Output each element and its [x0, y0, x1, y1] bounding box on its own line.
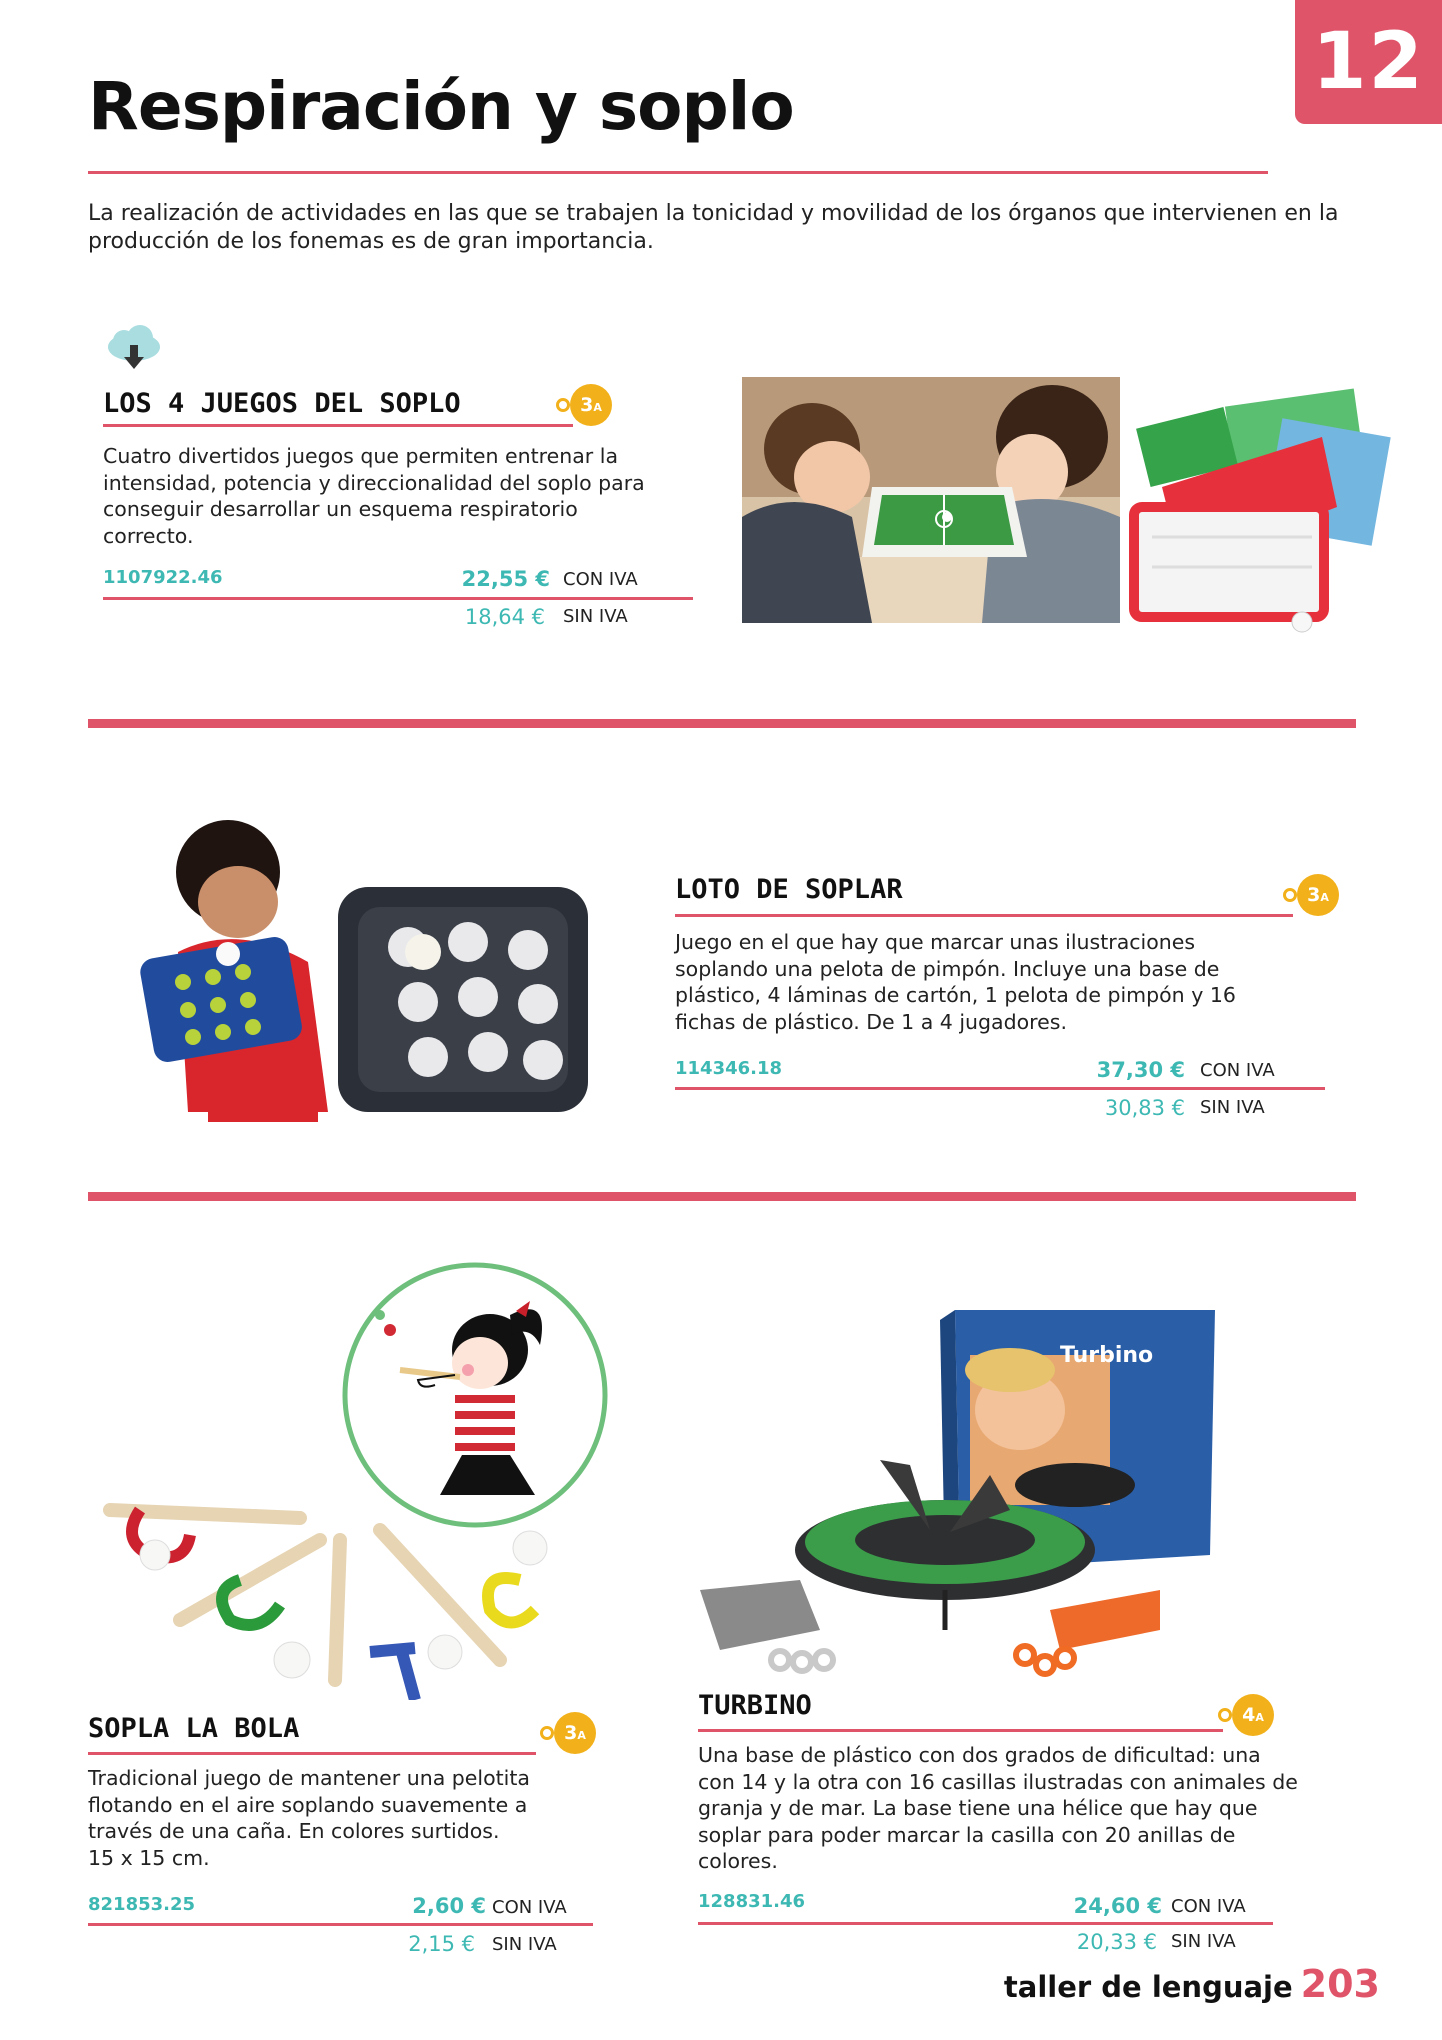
age-ring-icon	[540, 1726, 554, 1740]
price-sin-iva: 20,33 €	[1076, 1930, 1157, 1954]
age-badge	[1218, 1694, 1278, 1734]
con-iva-label: CON IVA	[1200, 1060, 1275, 1081]
product-size: 15 x 15 cm.	[88, 1846, 210, 1870]
age-value: 3A	[570, 384, 612, 426]
price-con-iva: 22,55 €	[461, 567, 550, 591]
intro-text: La realización de actividades en las que se trabajen la tonicidad y movilidad de los órganos que intervienen en la producción de los fonemas es de gran importancia.	[88, 201, 1339, 254]
page-footer	[1004, 1962, 1380, 2006]
product-ref: 821853.25	[88, 1894, 196, 1915]
section-divider	[88, 1192, 1356, 1201]
age-value: 4A	[1232, 1694, 1274, 1736]
con-iva-label: CON IVA	[492, 1897, 567, 1918]
age-badge	[1283, 874, 1343, 914]
product-title: LOS 4 JUEGOS DEL SOPLO	[103, 388, 461, 419]
sin-iva-label: SIN IVA	[563, 606, 628, 627]
age-ring-icon	[1218, 1708, 1232, 1722]
section-divider	[88, 719, 1356, 728]
product-title-rule	[675, 914, 1293, 917]
product-ref: 128831.46	[698, 1891, 806, 1912]
sin-iva-label: SIN IVA	[492, 1934, 557, 1955]
con-iva-label: CON IVA	[1171, 1896, 1246, 1917]
price-con-iva: 37,30 €	[1096, 1058, 1185, 1082]
product-description: Cuatro divertidos juegos que permiten entrenar la intensidad, potencia y direccionalidad del soplo para conseguir desarrollar un esquema respiratorio correcto.	[103, 444, 645, 548]
price-rule	[88, 1923, 593, 1926]
kids-playing-photo	[742, 377, 1120, 623]
turbino-box-photo	[690, 1300, 1230, 1695]
page-title: Respiración y soplo	[88, 68, 794, 145]
soplo-games-case-photo	[1122, 377, 1392, 649]
product-title: SOPLA LA BOLA	[88, 1713, 300, 1744]
age-ring-icon	[556, 398, 570, 412]
age-ring-icon	[1283, 888, 1297, 902]
price-sin-iva: 30,83 €	[1104, 1096, 1185, 1120]
price-con-iva: 24,60 €	[1073, 1894, 1162, 1918]
product-title: TURBINO	[698, 1690, 812, 1721]
price-con-iva: 2,60 €	[412, 1894, 486, 1918]
section-number-tab: 12	[1295, 0, 1442, 124]
price-sin-iva: 18,64 €	[464, 605, 545, 629]
blow-pipes-photo	[70, 1470, 590, 1700]
price-rule	[103, 597, 693, 600]
page-number: 203	[1300, 1962, 1380, 2006]
product-title-rule	[88, 1752, 536, 1755]
age-badge	[540, 1712, 600, 1752]
con-iva-label: CON IVA	[563, 569, 638, 590]
product-title: LOTO DE SOPLAR	[675, 874, 903, 905]
age-badge	[556, 384, 616, 424]
age-value: 3A	[1297, 874, 1339, 916]
product-description: Juego en el que hay que marcar unas ilustraciones soplando una pelota de pimpón. Incluye una base de plástico, 4 láminas de cartón, 1 pelota de pimpón y 16 fichas de plástico. De 1 a 4 jugadores.	[675, 930, 1236, 1034]
product-description: Una base de plástico con dos grados de dificultad: una con 14 y la otra con 16 casillas ilustradas con animales de granja y de mar. La base tiene una hélice que hay que soplar para poder marcar la casilla con 20 anillas de colores.	[698, 1743, 1298, 1873]
price-rule	[698, 1922, 1273, 1925]
product-ref: 1107922.46	[103, 567, 223, 588]
box-brand-label: Turbino	[1060, 1343, 1154, 1368]
footer-section-name: taller de lenguaje	[1003, 1970, 1293, 2004]
sin-iva-label: SIN IVA	[1171, 1931, 1236, 1952]
sin-iva-label: SIN IVA	[1200, 1097, 1265, 1118]
title-rule	[88, 171, 1268, 174]
product-title-rule	[698, 1729, 1223, 1732]
price-rule	[675, 1087, 1325, 1090]
product-ref: 114346.18	[675, 1058, 783, 1079]
download-cloud-icon[interactable]	[102, 325, 166, 375]
girl-with-loto-photo	[128, 812, 628, 1137]
product-title-rule	[103, 424, 573, 427]
age-value: 3A	[554, 1712, 596, 1754]
price-sin-iva: 2,15 €	[408, 1932, 475, 1956]
product-description: Tradicional juego de mantener una pelotita flotando en el aire soplando suavemente a través de una caña. En colores surtidos.	[88, 1766, 530, 1843]
